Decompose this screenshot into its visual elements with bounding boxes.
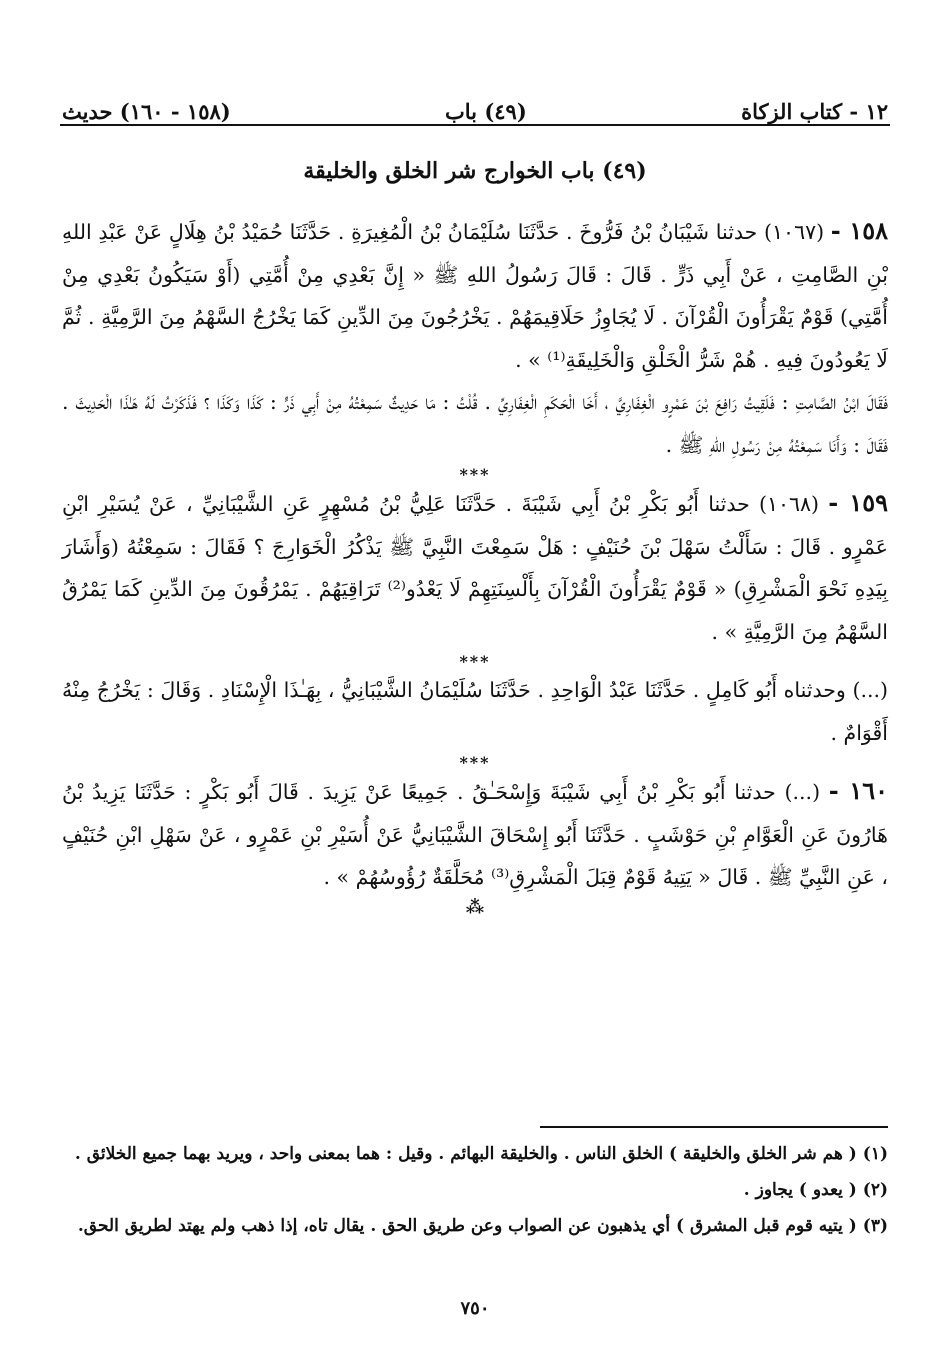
hadith-159 bbox=[62, 482, 888, 653]
header-hadith-range: (١٥٨ - ١٦٠) حديث bbox=[62, 99, 231, 124]
end-mark: ⁂ bbox=[465, 896, 485, 918]
hadith-158-continuation bbox=[62, 381, 888, 466]
chapter-title: (٤٩) باب الخوارج شر الخلق والخليقة bbox=[303, 158, 647, 184]
footnote-3: (٣) ( يتيه قوم قبل المشرق ) أي يذهبون عن الصواب وعن طريق الحق . يقال تاه، إذا ذهب ولم يهتد لطريق الحق. bbox=[77, 1216, 888, 1236]
hadith-text: (١٠٦٨) حدثنا أَبُو بَكْرِ بْنُ أَبِي شَيْبَةَ . حَدَّثَنَا عَلِيُّ بْنُ مُسْهِرٍ عَنِ الشَّيْبَانِيِّ ، عَنْ يُسَيْرِ ابْنِ عَمْرٍو . قَالَ : سَأَلْتُ سَهْلَ بْنَ حُنَيْفٍ : هَلْ سَمِعْتَ النَّبِيَّ ﷺ يَذْكُرُ الْخَوَارِجَ ؟ فَقَالَ : سَمِعْتُهُ (وَأَشَارَ بِيَدِهِ نَحْوَ الْمَشْرِقِ) « قَوْمٌ يَقْرَأُونَ الْقُرْآنَ بِأَلْسِنَتِهِمْ لَا يَعْدُو⁽²⁾ تَرَاقِيَهُمْ . يَمْرُقُونَ مِنَ الدِّينِ كَمَا يَمْرُقُ السَّهْمُ مِنَ الرَّمِيَّةِ » . bbox=[62, 492, 888, 644]
section-separator: *** bbox=[459, 465, 491, 484]
running-header bbox=[62, 84, 888, 124]
hadith-number: ١٥٨ - bbox=[830, 216, 888, 245]
hadith-160 bbox=[62, 770, 888, 899]
hadith-159-variant bbox=[62, 669, 888, 754]
header-chapter: (٤٩) باب bbox=[445, 99, 527, 124]
hadith-text: (...) وحدثناه أَبُو كَامِلٍ . حَدَّثَنَا عَبْدُ الْوَاحِدِ . حَدَّثَنَا سُلَيْمَانُ الشَّيْبَانِيُّ ، بِهَـٰذَا الْإِسْنَادِ . وَقَالَ : يَخْرُجُ مِنْهُ أَقْوَامٌ . bbox=[62, 678, 888, 745]
hadith-text: (...) حدثنا أَبُو بَكْرِ بْنُ أَبِي شَيْبَةَ وَإِسْحَـٰقُ . جَمِيعًا عَنْ يَزِيدَ . قَالَ أَبُو بَكْرٍ : حَدَّثَنَا يَزِيدُ بْنُ هَارُونَ عَنِ الْعَوَّامِ بْنِ حَوْشَبٍ . حَدَّثَنَا أَبُو إِسْحَاقَ الشَّيْبَانِيُّ عَنْ أُسَيْرِ بْنِ عَمْرٍو ، عَنْ سَهْلِ ابْنِ حُنَيْفٍ ، عَنِ النَّبِيِّ ﷺ . قَالَ « يَتِيهُ قَوْمٌ قِبَلَ الْمَشْرِقِ⁽³⁾ مُحَلَّقَةٌ رُؤُوسُهُمْ » . bbox=[62, 780, 888, 889]
hadith-158 bbox=[62, 210, 888, 381]
footnote-2: (٢) ( يعدو ) يجاوز . bbox=[743, 1180, 888, 1200]
page-number: ٧٥٠ bbox=[460, 1298, 490, 1319]
hadith-text: فَقَالَ ابْنُ الصَّامِتِ : فَلَقِيتُ رَافِعَ بْنَ عَمْرٍو الْغِفَارِيَّ ، أَخَا الْحَكَمِ الْغِفَارِيِّ . قُلْتُ : مَا حَدِيثٌ سَمِعْتُهُ مِنْ أَبِي ذَرٍّ : كَذَا وَكَذَا ؟ فَذَكَرْتُ لَهُ هَـٰذَا الْحَدِيثَ . فَقَالَ : وَأَنَا سَمِعْتُهُ مِنْ رَسُولِ اللهِ ﷺ . bbox=[62, 390, 888, 457]
footnotes bbox=[62, 1136, 888, 1244]
header-book-title: ١٢ - كتاب الزكاة bbox=[741, 99, 888, 124]
hadith-text: (١٠٦٧) حدثنا شَيْبَانُ بْنُ فَرُّوخَ . حَدَّثَنَا سُلَيْمَانُ بْنُ الْمُغِيرَةِ . حَدَّثَنَا حُمَيْدُ بْنُ هِلَالٍ عَنْ عَبْدِ اللهِ بْنِ الصَّامِتِ ، عَنْ أَبِي ذَرٍّ . قَالَ : قَالَ رَسُولُ اللهِ ﷺ « إِنَّ بَعْدِي مِنْ أُمَّتِي (أَوْ سَيَكُونُ بَعْدِي مِنْ أُمَّتِي) قَوْمٌ يَقْرَأُونَ الْقُرْآنَ . لَا يُجَاوِزُ حَلَاقِيمَهُمْ . يَخْرُجُونَ مِنَ الدِّينِ كَمَا يَخْرُجُ السَّهْمُ مِنَ الرَّمِيَّةِ . ثُمَّ لَا يَعُودُونَ فِيهِ . هُمْ شَرُّ الْخَلْقِ وَالْخَلِيقَةِ⁽¹⁾ » . bbox=[62, 220, 888, 372]
section-separator: *** bbox=[459, 652, 491, 671]
footnote-rule bbox=[540, 1126, 888, 1128]
main-text bbox=[62, 210, 888, 917]
hadith-number: ١٦٠ - bbox=[828, 776, 888, 805]
footnote-1: (١) ( هم شر الخلق والخليقة ) الخلق الناس . والخليقة البهائم . وقيل : هما بمعنى واحد ، ويريد بهما جميع الخلائق . bbox=[74, 1144, 888, 1164]
header-rule bbox=[60, 124, 890, 126]
hadith-number: ١٥٩ - bbox=[828, 488, 888, 517]
section-separator: *** bbox=[459, 753, 491, 772]
